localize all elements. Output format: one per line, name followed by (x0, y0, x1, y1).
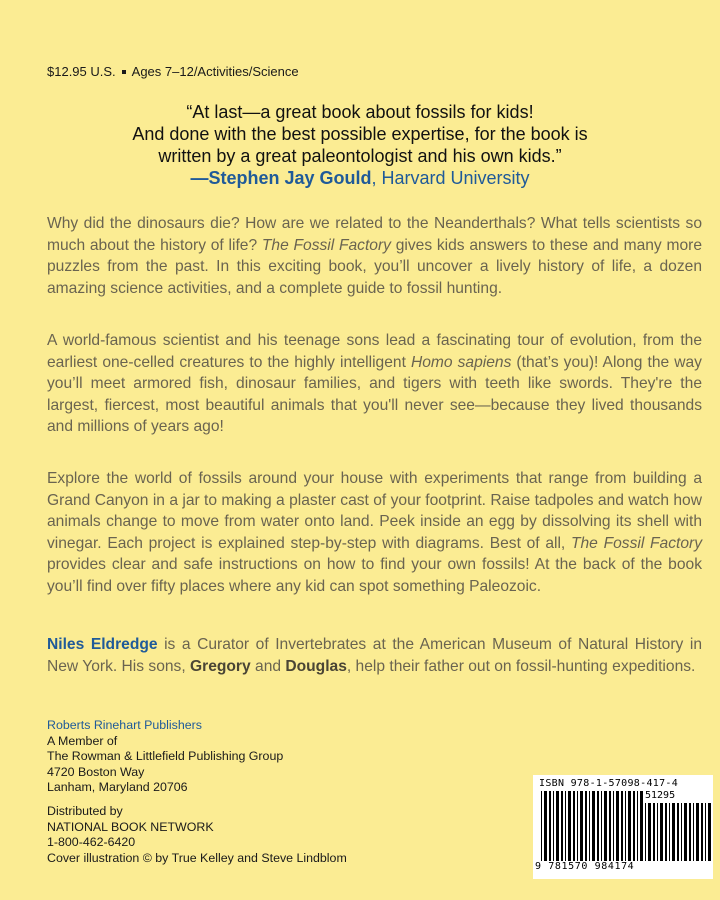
author-text-c: , help their father out on fossil-hunting expeditions. (346, 657, 696, 675)
p3-text-b: provides clear and safe instructions on how to find your own fossils! At the back of the book you’ll find over fifty places where any kid can spot something Paleozoic. (47, 556, 702, 595)
category: Ages 7–12/Activities/Science (131, 64, 299, 79)
author-text-a: is a Curator of Invertebrates at the American Museum of Natural History in New York. His sons, (47, 636, 702, 675)
distributor-line-3: 1-800-462-6420 (47, 835, 136, 850)
quote-line-2: And done with the best possible expertise, for the book is (132, 124, 588, 144)
attribution-affiliation: , Harvard University (371, 168, 530, 188)
p3-text-a: Explore the world of fossils around your house with experiments that range from building a Grand Canyon in a jar to making a plaster cast of your footprint. Raise tadpoles and watch how animals change to move from water onto land. Peek inside an egg by dissolving its shell with vinegar. Each project is explained step-by-step with diagrams. Best of all, (47, 470, 702, 552)
publisher-info (47, 718, 347, 866)
p1-book-title: The Fossil Factory (261, 236, 391, 254)
bullet-separator (122, 70, 126, 74)
description-paragraph-2 (47, 330, 702, 438)
p2-text-a: A world-famous scientist and his teenage sons lead a fascinating tour of evolution, from the earliest one-celled creatures to the highly intelligent (47, 332, 702, 371)
p2-species: Homo sapiens (410, 353, 512, 371)
p2-text-b: (that’s you)! Along the way you’ll meet armored fish, dinosaur families, and tigers with teeth like swords. They're the largest, fiercest, most beautiful animals that you'll never see—because they lived thousands and millions of years ago! (47, 353, 702, 436)
endorsement-quote (40, 101, 680, 189)
quote-attribution (40, 167, 680, 189)
cover-credit: Cover illustration © by True Kelley and Steve Lindblom (47, 850, 347, 865)
publisher-name: Roberts Rinehart Publishers (47, 718, 202, 732)
isbn-text: ISBN 978-1-57098-417-4 (539, 778, 679, 789)
author-text-b: and (250, 657, 286, 675)
description-paragraph-1 (47, 213, 702, 299)
publisher-line-3: 4720 Boston Way (47, 764, 145, 779)
price: $12.95 U.S. (47, 64, 116, 79)
p1-text-b: gives kids answers to these and many more puzzles from the past. In this exciting book, you’ll uncover a lively history of life, a dozen amazing science activities, and a complete guide to fossil hunting. (47, 236, 702, 297)
attribution-name: —Stephen Jay Gould (190, 168, 372, 188)
quote-line-3: written by a great paleontologist and his own kids.” (158, 146, 562, 166)
price-code: 51295 (645, 790, 676, 801)
publisher-line-4: Lanham, Maryland 20706 (47, 780, 188, 795)
distributor-line-2: NATIONAL BOOK NETWORK (47, 819, 214, 834)
description-paragraph-3 (47, 468, 702, 598)
isbn-barcode (533, 775, 713, 879)
p1-text-a: Why did the dinosaurs die? How are we related to the Neanderthals? What tells scientists so much about the history of life? (47, 215, 702, 254)
p3-book-title: The Fossil Factory (570, 534, 702, 552)
author-bio (47, 634, 702, 677)
son-name-1: Gregory (190, 657, 251, 675)
price-category-line (47, 64, 299, 79)
quote-line-1: “At last—a great book about fossils for kids! (186, 102, 534, 122)
ean-digits: 9 781570 984174 (535, 861, 635, 872)
son-name-2: Douglas (285, 657, 347, 675)
distributor-line-1: Distributed by (47, 803, 123, 818)
publisher-line-2: The Rowman & Littlefield Publishing Group (47, 749, 284, 764)
publisher-line-1: A Member of (47, 733, 118, 748)
author-name: Niles Eldredge (47, 636, 158, 653)
